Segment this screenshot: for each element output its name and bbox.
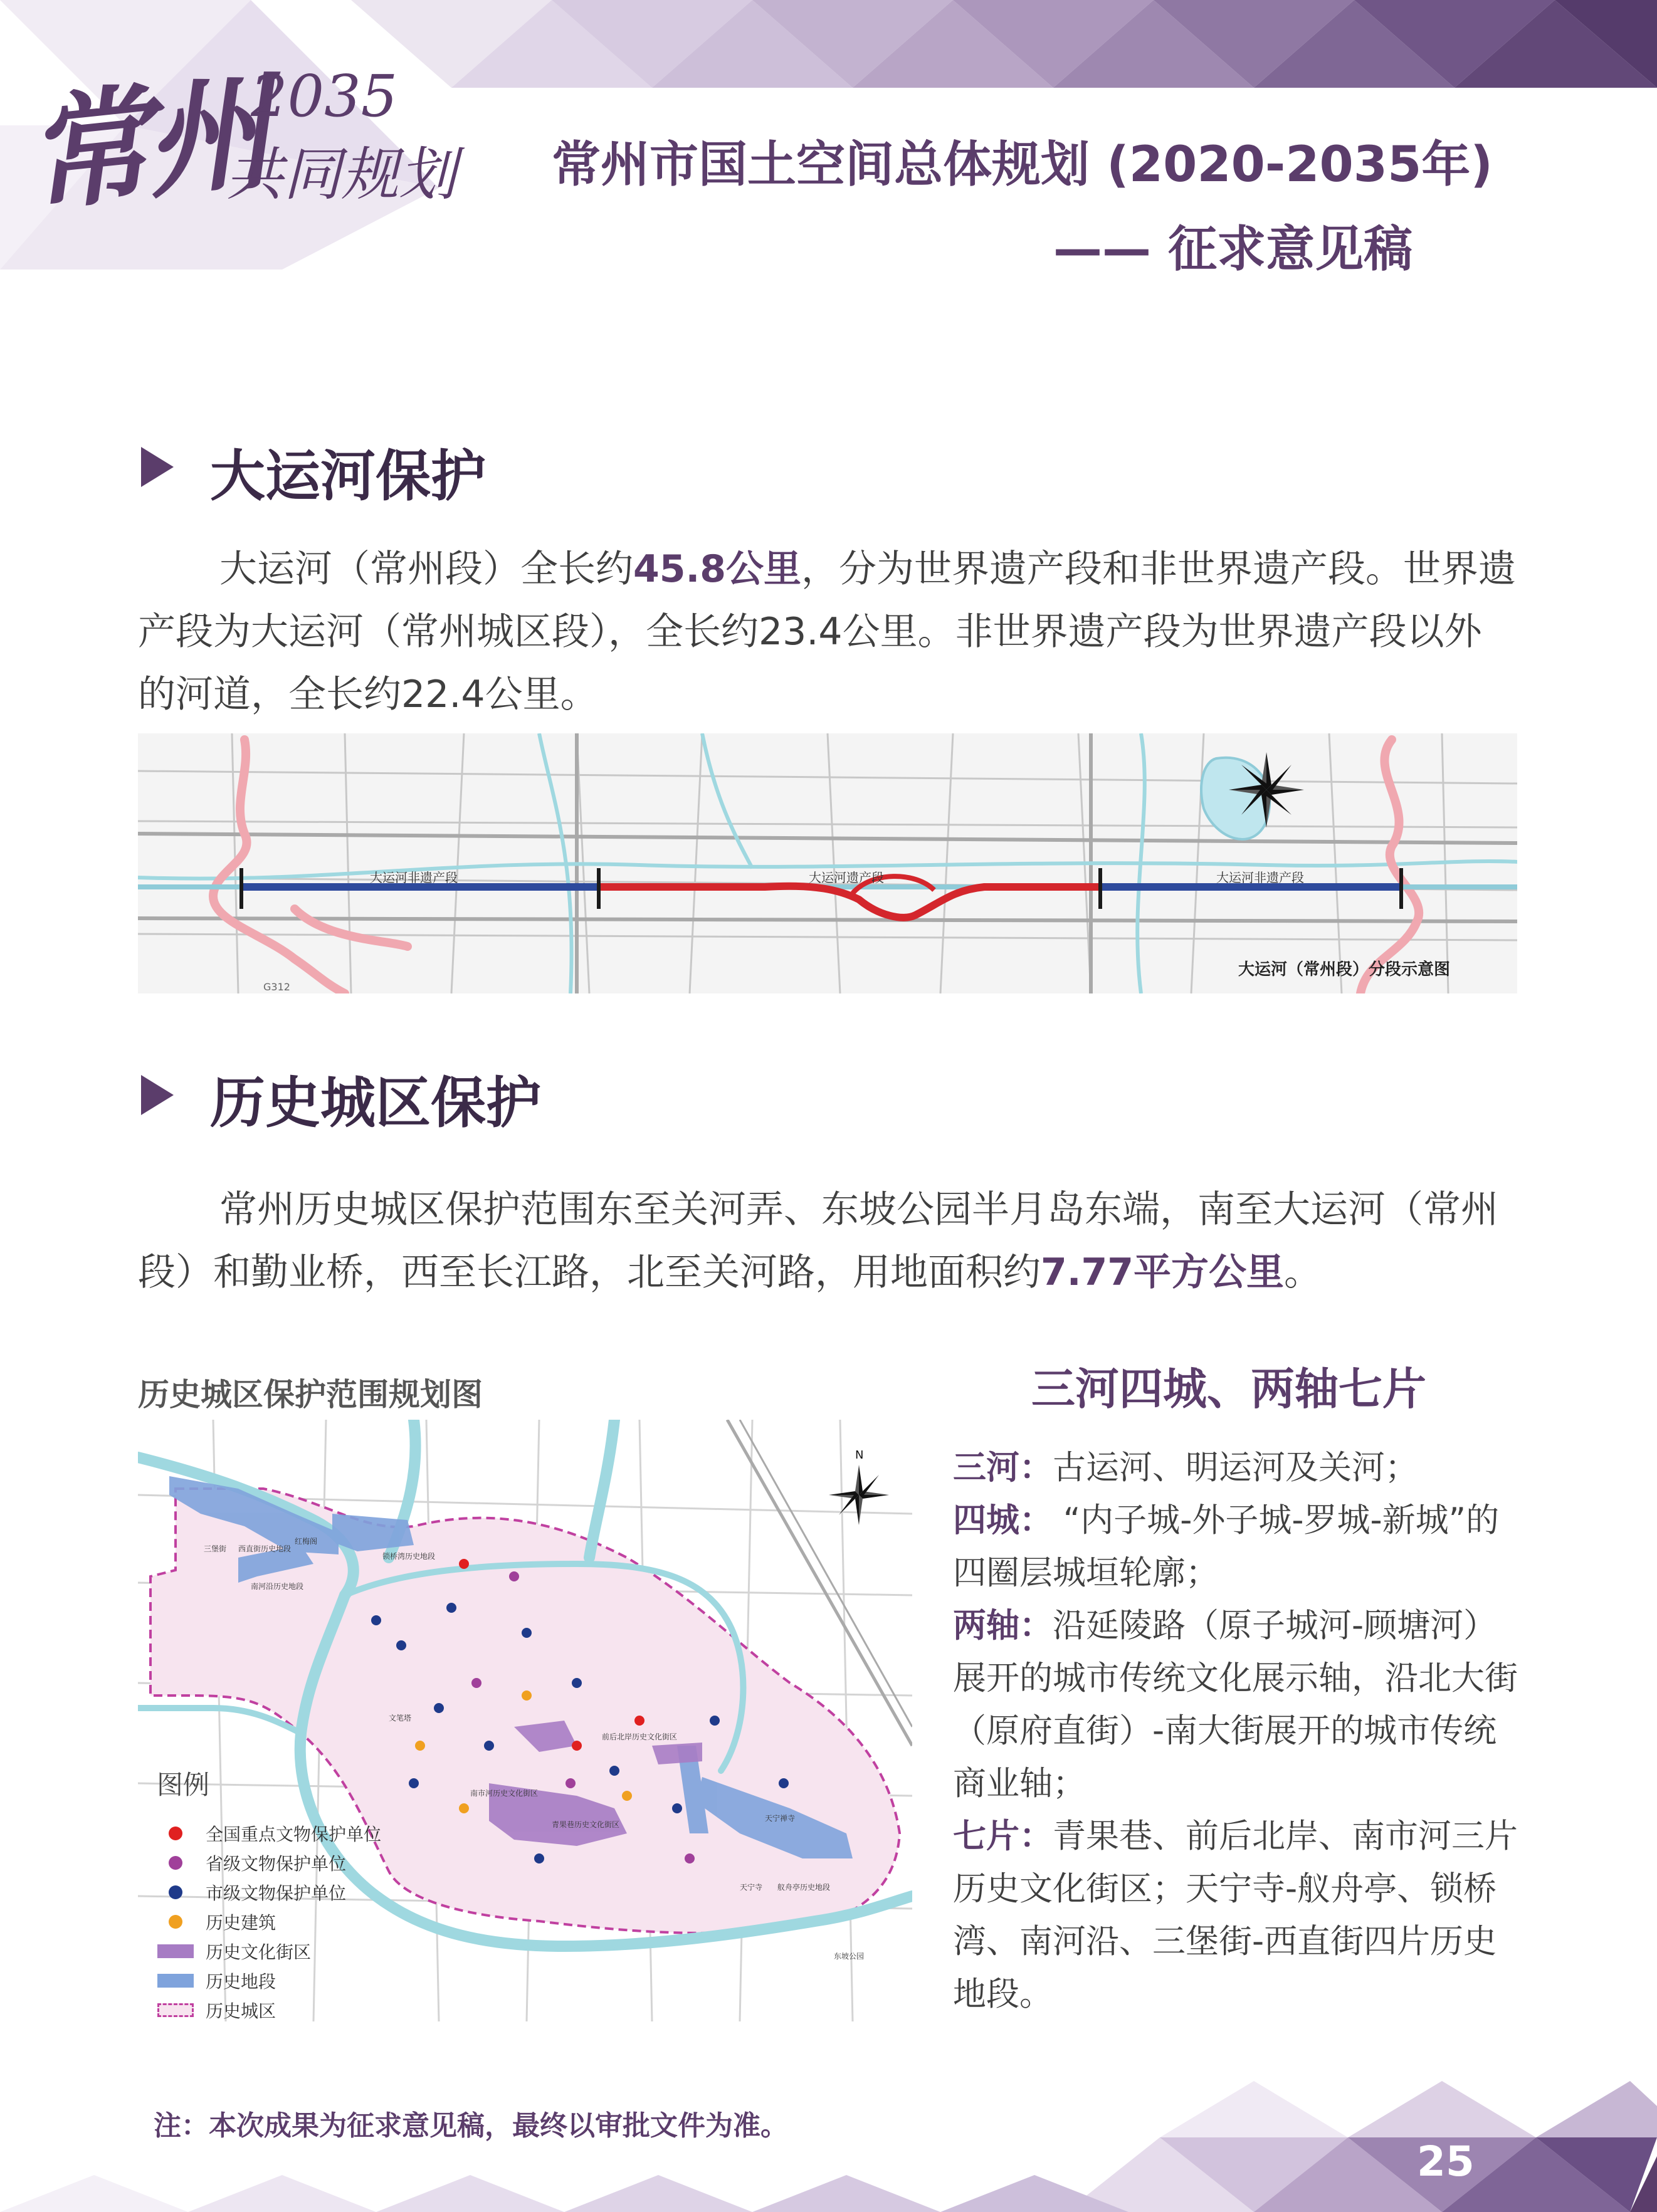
map-label: 南市河历史文化街区: [470, 1789, 539, 1798]
summary-item-sanhe: 三河：古运河、明运河及关河；: [953, 1449, 1418, 1487]
page-number: 25: [1417, 2137, 1475, 2186]
road-label: G312: [263, 981, 290, 993]
legend-item: [157, 1818, 381, 1848]
label-heritage-segment: 大运河遗产段: [809, 870, 884, 885]
canal-map-caption: 大运河（常州段）分段示意图: [1238, 960, 1451, 979]
legend-symbol: [169, 1885, 182, 1899]
map-label: 红梅阁: [295, 1537, 318, 1546]
map-label: 东坡公园: [834, 1952, 865, 1961]
summary-item-sicheng: 四城： “内子城-外子城-罗城-新城”的四圈层城垣轮廓；: [953, 1501, 1500, 1592]
label-west-non-heritage: 大运河非遗产段: [370, 870, 458, 885]
section-arrow-icon: [141, 1075, 174, 1115]
old-city-map-title: 历史城区保护范围规划图: [138, 1376, 483, 1413]
legend-symbol: [169, 1827, 182, 1840]
legend-symbol: [169, 1856, 182, 1870]
logo-subtitle: 共同规划: [226, 141, 457, 208]
legend-symbol: [157, 2003, 194, 2017]
map-label: 锁桥湾历史地段: [382, 1552, 436, 1561]
legend-item: [157, 1848, 381, 1877]
legend-label: 历史文化街区: [206, 1941, 312, 1963]
legend-symbol: [157, 1944, 194, 1958]
logo-year: 2035: [251, 63, 398, 130]
legend-label: 省级文物保护单位: [206, 1853, 347, 1874]
map-label: 青果巷历史文化街区: [552, 1820, 620, 1829]
summary-item-qipian: 七片：青果巷、前后北岸、南市河三片历史文化街区；天宁寺-舣舟亭、锁桥湾、南河沿、三堡街-西直街四片历史地段。: [953, 1817, 1518, 2013]
legend-item: [157, 1995, 381, 2025]
legend-item: [157, 1907, 381, 1936]
section-heading-canal: 大运河保护: [210, 444, 487, 508]
canal-paragraph: 大运河（常州段）全长约45.8公里，分为世界遗产段和非世界遗产段。世界遗产段为大运河（常州城区段），全长约23.4公里。非世界遗产段为世界遗产段以外的河道，全长约22.4公里。: [138, 547, 1517, 716]
legend-item: [157, 1936, 381, 1966]
legend-label: 历史城区: [206, 2000, 276, 2021]
map-label: 南河沿历史地段: [251, 1582, 304, 1591]
legend-symbol: [157, 1974, 194, 1988]
legend-label: 历史建筑: [206, 1912, 276, 1933]
legend-item: [157, 1877, 381, 1907]
legend-symbol: [169, 1915, 182, 1929]
old-city-paragraph: 常州历史城区保护范围东至关河弄、东坡公园半月岛东端，南至大运河（常州段）和勤业桥，西至长江路，北至关河路，用地面积约7.77平方公里。: [138, 1188, 1498, 1294]
map-label: 文笔塔: [389, 1714, 412, 1722]
footnote: 注：本次成果为征求意见稿，最终以审批文件为准。: [154, 2110, 788, 2142]
logo-changzhou: 常州: [19, 58, 271, 230]
canal-segment-map: [138, 733, 1517, 993]
map-label: 前后北岸历史文化街区: [602, 1732, 678, 1741]
summary-heading: 三河四城、两轴七片: [1031, 1363, 1426, 1415]
map-label: 舣舟亭历史地段: [777, 1883, 831, 1892]
map-label: 三堡街: [204, 1544, 227, 1553]
legend-title: 图例: [157, 1769, 210, 1800]
section-arrow-icon: [141, 447, 174, 487]
legend-label: 市级文物保护单位: [206, 1882, 347, 1904]
summary-item-liangzhou: 两轴：沿延陵路（原子城河-顾塘河）展开的城市传统文化展示轴，沿北大街（原府直街）-南大街展开的城市传统商业轴；: [953, 1607, 1518, 1803]
map-legend: [157, 1764, 381, 2025]
legend-label: 全国重点文物保护单位: [206, 1823, 382, 1845]
compass-north-label: N: [855, 1449, 864, 1462]
footer-triangle-band: [0, 2081, 1657, 2212]
legend-label: 历史地段: [206, 1971, 276, 1992]
summary-list: [953, 1442, 1530, 2021]
document-subtitle: —— 征求意见稿: [1053, 221, 1413, 278]
legend-item: [157, 1966, 381, 1995]
map-label: 天宁寺: [740, 1883, 763, 1892]
map-label: 西直街历史地段: [238, 1544, 292, 1553]
document-title: 常州市国土空间总体规划 (2020-2035年): [552, 137, 1493, 193]
section-heading-old-city: 历史城区保护: [210, 1071, 542, 1135]
label-east-non-heritage: 大运河非遗产段: [1216, 870, 1304, 885]
map-label: 天宁禅寺: [765, 1814, 796, 1823]
